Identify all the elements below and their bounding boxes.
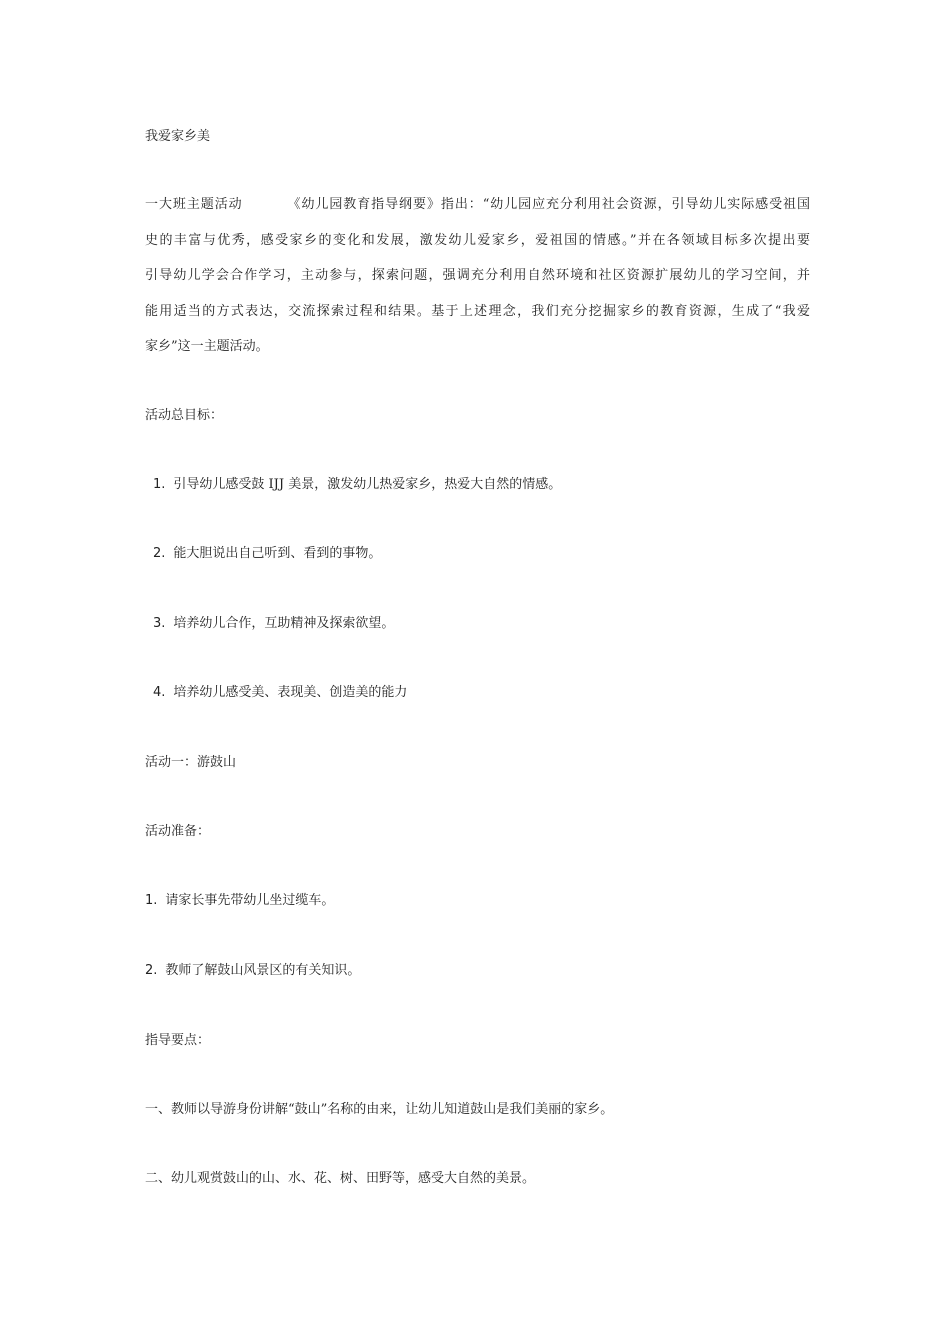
goal-text: 培养幼儿合作，互助精神及探索欲望。 — [173, 616, 395, 631]
goal-item — [153, 545, 818, 563]
intro-line-3: 引导幼儿学会合作学习，主动参与，探索问题，强调充分利用自然环境和社区资源扩展幼儿的学习空间，并 — [145, 268, 810, 283]
goal-number: 4. — [153, 685, 166, 700]
prep-number: 2. — [145, 963, 158, 978]
prep-text: 请家长事先带幼儿坐过缆车。 — [165, 893, 335, 908]
intro-text-1: 《幼儿园教育指导纲要》指出：“幼儿园应充分利用社会资源，引导幼儿实际感受祖国 — [286, 197, 810, 212]
activity-one-heading: 活动一：游鼓山 — [145, 755, 237, 770]
goal-text: 引导幼儿感受鼓 IJJ 美景，激发幼儿热爱家乡，热爱大自然的情感。 — [173, 477, 562, 492]
prep-item — [145, 892, 810, 910]
guide-item: 二、幼儿观赏鼓山的山、水、花、树、田野等，感受大自然的美景。 — [145, 1171, 536, 1186]
intro-lead: 一大班主题活动 — [145, 197, 243, 212]
goal-text: 能大胆说出自己听到、看到的事物。 — [173, 546, 382, 561]
goal-text: 培养幼儿感受美、表现美、创造美的能力 — [173, 685, 408, 700]
intro-line-5: 家乡”这一主题活动。 — [145, 339, 269, 354]
document-title: 我爱家乡美 — [145, 129, 211, 144]
intro-line-2: 史的丰富与优秀，感受家乡的变化和发展，激发幼儿爱家乡，爱祖国的情感。”并在各领域目标多次提出要 — [145, 232, 810, 248]
intro-line-4: 能用适当的方式表达，交流探索过程和结果。基于上述理念，我们充分挖掘家乡的教育资源，生成了“我爱 — [145, 303, 810, 319]
goal-number: 1. — [153, 477, 166, 492]
guide-heading: 指导要点： — [145, 1033, 211, 1048]
prep-number: 1. — [145, 893, 158, 908]
guide-item: 一、教师以导游身份讲解“鼓山”名称的由来，让幼儿知道鼓山是我们美丽的家乡。 — [145, 1102, 614, 1117]
goal-number: 2. — [153, 546, 166, 561]
prep-text: 教师了解鼓山风景区的有关知识。 — [165, 963, 361, 978]
prep-item — [145, 962, 810, 980]
goal-item — [153, 476, 818, 494]
goal-item — [153, 615, 818, 633]
intro-line-1 — [145, 196, 810, 214]
intro-paragraph — [145, 196, 810, 374]
goals-heading: 活动总目标： — [145, 408, 224, 423]
goal-item — [153, 684, 818, 702]
goal-number: 3. — [153, 616, 166, 631]
prep-heading: 活动准备： — [145, 824, 211, 839]
